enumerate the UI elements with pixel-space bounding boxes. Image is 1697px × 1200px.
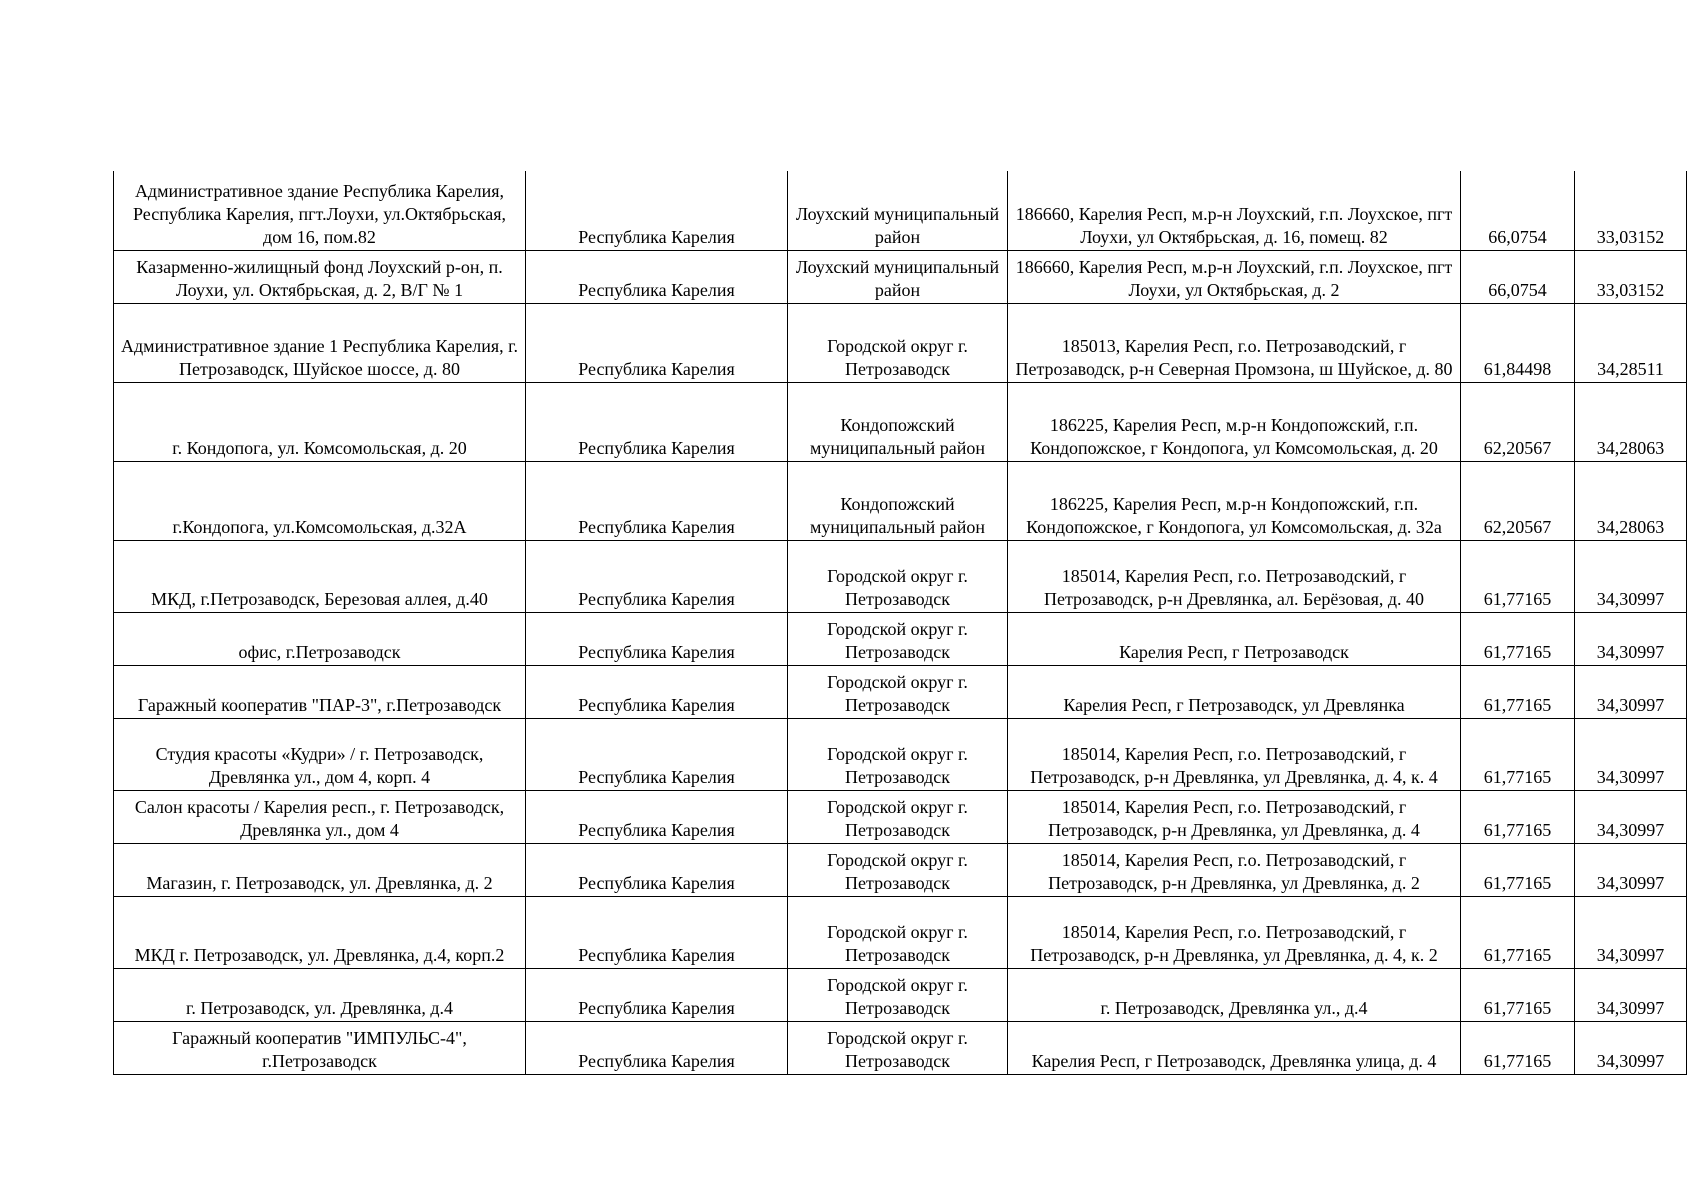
region-cell: Республика Карелия: [526, 461, 788, 540]
longitude-cell: 34,30997: [1575, 665, 1687, 718]
municipality-cell: Городской округ г. Петрозаводск: [788, 790, 1008, 843]
address-cell: 185014, Карелия Респ, г.о. Петрозаводский, г Петрозаводск, р-н Древлянка, ул Древлянка, д. 4, к. 2: [1008, 896, 1461, 968]
object-name-cell: Административное здание 1 Республика Карелия, г. Петрозаводск, Шуйское шоссе, д. 80: [114, 303, 526, 382]
region-cell: Республика Карелия: [526, 171, 788, 250]
region-cell: Республика Карелия: [526, 718, 788, 790]
longitude-cell: 34,30997: [1575, 968, 1687, 1021]
municipality-cell: Городской округ г. Петрозаводск: [788, 1021, 1008, 1074]
municipality-cell: Городской округ г. Петрозаводск: [788, 843, 1008, 896]
municipality-cell: Городской округ г. Петрозаводск: [788, 303, 1008, 382]
municipality-cell: Кондопожский муниципальный район: [788, 461, 1008, 540]
region-cell: Республика Карелия: [526, 250, 788, 303]
table-row: [114, 461, 1687, 540]
latitude-cell: 61,77165: [1461, 612, 1575, 665]
municipality-cell: Городской округ г. Петрозаводск: [788, 968, 1008, 1021]
longitude-cell: 33,03152: [1575, 250, 1687, 303]
table-row: [114, 790, 1687, 843]
table-row: [114, 843, 1687, 896]
region-cell: Республика Карелия: [526, 540, 788, 612]
address-cell: 185014, Карелия Респ, г.о. Петрозаводский, г Петрозаводск, р-н Древлянка, ул Древлянка, д. 4: [1008, 790, 1461, 843]
address-cell: 185014, Карелия Респ, г.о. Петрозаводский, г Петрозаводск, р-н Древлянка, ал. Берёзовая, д. 40: [1008, 540, 1461, 612]
municipality-cell: Городской округ г. Петрозаводск: [788, 665, 1008, 718]
table-row: [114, 896, 1687, 968]
latitude-cell: 61,77165: [1461, 790, 1575, 843]
latitude-cell: 66,0754: [1461, 250, 1575, 303]
address-cell: г. Петрозаводск, Древлянка ул., д.4: [1008, 968, 1461, 1021]
object-name-cell: офис, г.Петрозаводск: [114, 612, 526, 665]
latitude-cell: 61,77165: [1461, 1021, 1575, 1074]
municipality-cell: Городской округ г. Петрозаводск: [788, 540, 1008, 612]
object-name-cell: г. Петрозаводск, ул. Древлянка, д.4: [114, 968, 526, 1021]
object-name-cell: Гаражный кооператив "ПАР-3", г.Петрозаводск: [114, 665, 526, 718]
address-cell: 186660, Карелия Респ, м.р-н Лоухский, г.п. Лоухское, пгт Лоухи, ул Октябрьская, д. 16, помещ. 82: [1008, 171, 1461, 250]
address-cell: 185014, Карелия Респ, г.о. Петрозаводский, г Петрозаводск, р-н Древлянка, ул Древлянка, д. 2: [1008, 843, 1461, 896]
municipality-cell: Городской округ г. Петрозаводск: [788, 896, 1008, 968]
object-name-cell: МКД, г.Петрозаводск, Березовая аллея, д.40: [114, 540, 526, 612]
longitude-cell: 34,30997: [1575, 540, 1687, 612]
longitude-cell: 34,28511: [1575, 303, 1687, 382]
object-name-cell: Гаражный кооператив "ИМПУЛЬС-4", г.Петрозаводск: [114, 1021, 526, 1074]
municipality-cell: Лоухский муниципальный район: [788, 171, 1008, 250]
latitude-cell: 61,77165: [1461, 665, 1575, 718]
longitude-cell: 34,30997: [1575, 612, 1687, 665]
address-cell: 185014, Карелия Респ, г.о. Петрозаводский, г Петрозаводск, р-н Древлянка, ул Древлянка, д. 4, к. 4: [1008, 718, 1461, 790]
latitude-cell: 62,20567: [1461, 461, 1575, 540]
table-row: [114, 665, 1687, 718]
latitude-cell: 62,20567: [1461, 382, 1575, 461]
object-name-cell: МКД г. Петрозаводск, ул. Древлянка, д.4, корп.2: [114, 896, 526, 968]
address-cell: 186225, Карелия Респ, м.р-н Кондопожский, г.п. Кондопожское, г Кондопога, ул Комсомольская, д. 20: [1008, 382, 1461, 461]
table-row: [114, 718, 1687, 790]
longitude-cell: 34,28063: [1575, 461, 1687, 540]
objects-table: [113, 171, 1687, 1075]
latitude-cell: 61,84498: [1461, 303, 1575, 382]
object-name-cell: Салон красоты / Карелия респ., г. Петрозаводск, Древлянка ул., дом 4: [114, 790, 526, 843]
latitude-cell: 61,77165: [1461, 896, 1575, 968]
table-row: [114, 968, 1687, 1021]
address-cell: 185013, Карелия Респ, г.о. Петрозаводский, г Петрозаводск, р-н Северная Промзона, ш Шуйское, д. 80: [1008, 303, 1461, 382]
latitude-cell: 61,77165: [1461, 540, 1575, 612]
region-cell: Республика Карелия: [526, 790, 788, 843]
latitude-cell: 61,77165: [1461, 968, 1575, 1021]
municipality-cell: Городской округ г. Петрозаводск: [788, 718, 1008, 790]
address-cell: 186660, Карелия Респ, м.р-н Лоухский, г.п. Лоухское, пгт Лоухи, ул Октябрьская, д. 2: [1008, 250, 1461, 303]
table-row: [114, 612, 1687, 665]
latitude-cell: 61,77165: [1461, 843, 1575, 896]
region-cell: Республика Карелия: [526, 843, 788, 896]
table-row: [114, 171, 1687, 250]
object-name-cell: г. Кондопога, ул. Комсомольская, д. 20: [114, 382, 526, 461]
longitude-cell: 33,03152: [1575, 171, 1687, 250]
object-name-cell: Казарменно-жилищный фонд Лоухский р-он, п. Лоухи, ул. Октябрьская, д. 2, В/Г № 1: [114, 250, 526, 303]
longitude-cell: 34,28063: [1575, 382, 1687, 461]
region-cell: Республика Карелия: [526, 303, 788, 382]
object-name-cell: Административное здание Республика Карелия, Республика Карелия, пгт.Лоухи, ул.Октябрьская, дом 16, пом.82: [114, 171, 526, 250]
latitude-cell: 61,77165: [1461, 718, 1575, 790]
longitude-cell: 34,30997: [1575, 896, 1687, 968]
region-cell: Республика Карелия: [526, 665, 788, 718]
region-cell: Республика Карелия: [526, 1021, 788, 1074]
longitude-cell: 34,30997: [1575, 1021, 1687, 1074]
object-name-cell: г.Кондопога, ул.Комсомольская, д.32А: [114, 461, 526, 540]
table-row: [114, 1021, 1687, 1074]
object-name-cell: Магазин, г. Петрозаводск, ул. Древлянка, д. 2: [114, 843, 526, 896]
table-row: [114, 303, 1687, 382]
region-cell: Республика Карелия: [526, 896, 788, 968]
address-cell: Карелия Респ, г Петрозаводск: [1008, 612, 1461, 665]
object-name-cell: Студия красоты «Кудри» / г. Петрозаводск, Древлянка ул., дом 4, корп. 4: [114, 718, 526, 790]
table-row: [114, 250, 1687, 303]
address-cell: 186225, Карелия Респ, м.р-н Кондопожский, г.п. Кондопожское, г Кондопога, ул Комсомольская, д. 32а: [1008, 461, 1461, 540]
municipality-cell: Лоухский муниципальный район: [788, 250, 1008, 303]
table-row: [114, 382, 1687, 461]
longitude-cell: 34,30997: [1575, 718, 1687, 790]
municipality-cell: Кондопожский муниципальный район: [788, 382, 1008, 461]
region-cell: Республика Карелия: [526, 382, 788, 461]
longitude-cell: 34,30997: [1575, 843, 1687, 896]
region-cell: Республика Карелия: [526, 968, 788, 1021]
table-row: [114, 540, 1687, 612]
longitude-cell: 34,30997: [1575, 790, 1687, 843]
latitude-cell: 66,0754: [1461, 171, 1575, 250]
region-cell: Республика Карелия: [526, 612, 788, 665]
address-cell: Карелия Респ, г Петрозаводск, ул Древлянка: [1008, 665, 1461, 718]
municipality-cell: Городской округ г. Петрозаводск: [788, 612, 1008, 665]
address-cell: Карелия Респ, г Петрозаводск, Древлянка улица, д. 4: [1008, 1021, 1461, 1074]
